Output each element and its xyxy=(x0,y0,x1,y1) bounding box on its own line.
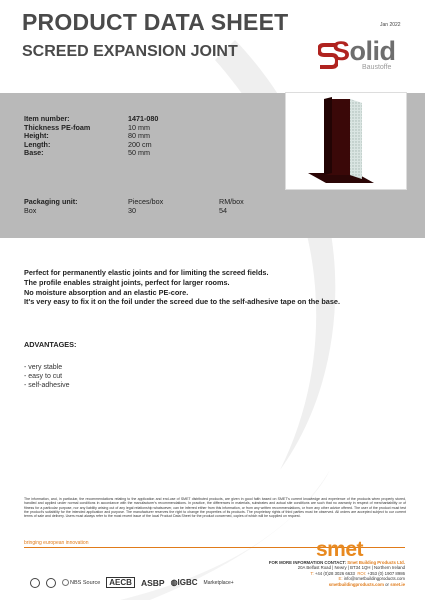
packaging-header: Packaging unit: Pieces/box RM/box xyxy=(24,197,244,206)
footer-tagline: bringing european innovation xyxy=(24,540,89,546)
address: 20A Belfast Road | Newry | BT34 1QH | Northern Ireland xyxy=(297,565,405,571)
asbp-logo: ASBP xyxy=(140,577,165,588)
igbc-logo: ◍IGBC xyxy=(170,578,198,587)
phone-roi: +353 (0) 1907 8986 xyxy=(367,570,405,576)
logo-wordmark: Solid xyxy=(332,36,396,66)
issue-date: Jan 2022 xyxy=(380,22,401,28)
spec-table xyxy=(24,115,218,158)
aecb-logo: AECB xyxy=(106,577,135,588)
spec-row: Item number: 1471-080 xyxy=(24,114,159,123)
page-title: PRODUCT DATA SHEET xyxy=(22,9,289,35)
certification-logos xyxy=(30,577,234,588)
spec-row: Length: 200 cm xyxy=(24,139,152,149)
legal-disclaimer: The information, and, in particular, the recommendations relating to the application and end-use of SMET distributed products, are given in good faith based on SMET's current knowledge and experience of the products when properly stored, handled and applied under normal conditions in accordance with the manufacturer's recommendations. In practice, the differences in materials, substrates and actual site conditions are such that no warranty in respect of merchantability or of fitness for a particular purpose, nor any liability arising out of any legal relationship whatsoever, can be inferred either from this information, or from any written recommendations, or from any other advice offered. The user of the product must test the product's suitability for the intended application and purpose. The manufacturer reserves the right to change the properties of its products. The proprietary rights of third parties must be observed. All orders are accepted subject to our current terms of sale and delivery. Users must always refer to the most recent issue of the local Product Data Sheet for the product concerned, copies of which will be supplied on request. xyxy=(24,497,406,519)
list-item: - very stable xyxy=(24,364,63,371)
expansion-joint-image xyxy=(286,93,407,190)
logo-subtitle: Baustoffe xyxy=(362,64,392,71)
packaging-table xyxy=(24,198,279,215)
solid-logo xyxy=(318,36,408,74)
email-link[interactable]: info@smetbuildingproducts.com xyxy=(343,576,405,582)
phone: +44 (0)28 3026 6633 xyxy=(314,570,355,576)
product-description: Perfect for permanently elastic joints and for limiting the screed fields. The profile enables straight joints, perfect for larger rooms. No moisture absorption and an elastic PE-core. It's very easy to fix it on the foil under the screed due to the self-adhesive tape on the base. xyxy=(24,268,340,307)
packaging-row: Box 30 54 xyxy=(24,205,227,215)
list-item: - easy to cut xyxy=(24,372,63,380)
list-item: - self-adhesive xyxy=(24,381,70,389)
contact-block: FOR MORE INFORMATION CONTACT: Smet Building Products Ltd. 20A Belfast Road | Newry | BT34 1QH | Northern Ireland T: +44 (0)28 3026 6633 ROI: +353 (0) 1907 8986 E: info@smetbuildingproducts.com smetbuildingproducts.com or smet.ie xyxy=(150,560,405,587)
product-name: SCREED EXPANSION JOINT xyxy=(22,43,238,60)
marketplace-logo: Marketplace+ xyxy=(203,579,234,586)
advantages-heading: ADVANTAGES: xyxy=(24,340,77,349)
website-link-ie[interactable]: smet.ie xyxy=(390,581,405,587)
company-name: Smet Building Products Ltd. xyxy=(347,560,405,565)
product-photo xyxy=(285,92,407,190)
nbs-icon xyxy=(62,579,69,586)
nbs-source-logo: NBS Source xyxy=(62,579,100,586)
advantages-list xyxy=(24,364,70,390)
website-link[interactable]: smetbuildingproducts.com xyxy=(328,581,384,587)
cert-badge-icon xyxy=(46,578,56,588)
spec-row: Height: 80 mm xyxy=(24,131,150,141)
spec-row: Thickness PE-foam 10 mm xyxy=(24,122,150,132)
smet-logo: smet xyxy=(316,538,364,561)
spec-row: Base: 50 mm xyxy=(24,148,150,158)
cert-badge-icon xyxy=(30,578,40,588)
